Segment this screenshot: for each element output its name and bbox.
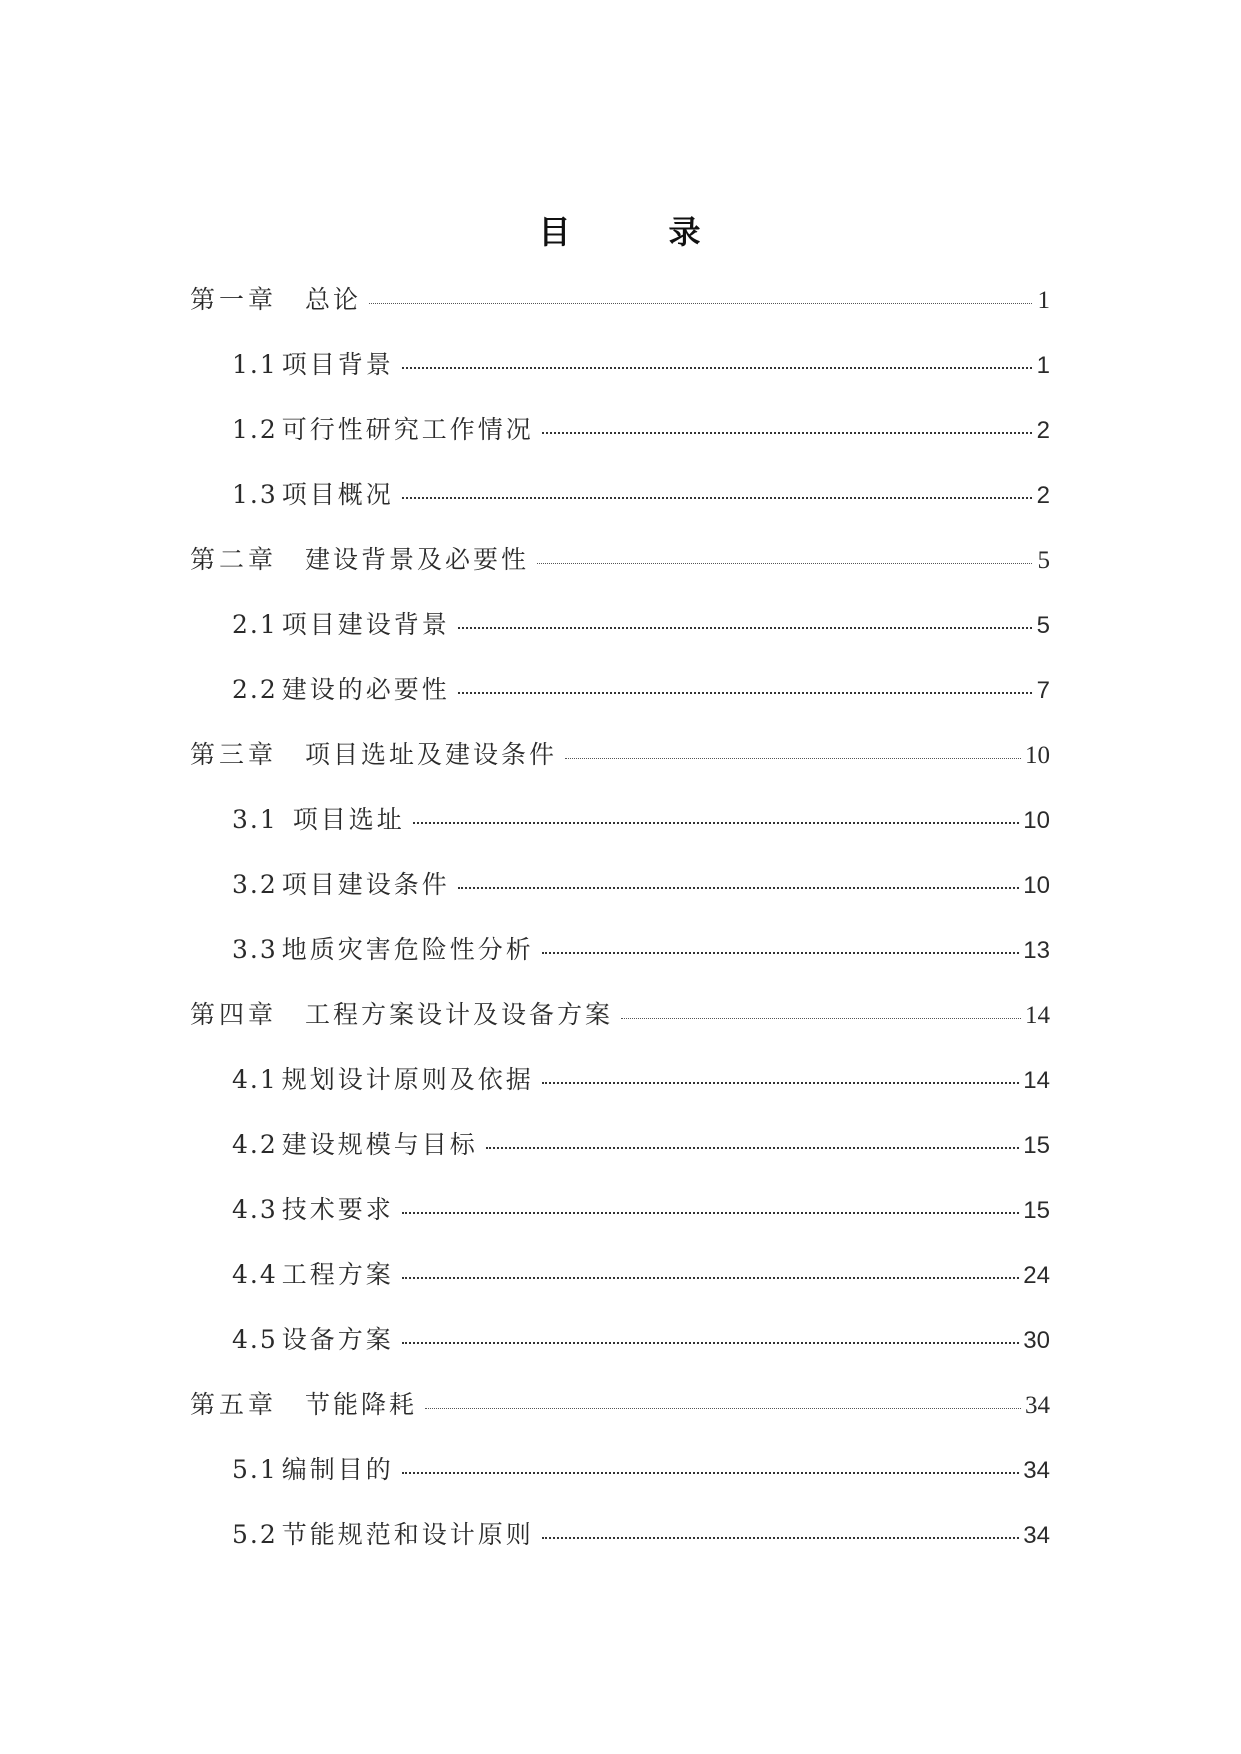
- toc-entry-text: 规划设计原则及依据: [281, 1065, 534, 1094]
- toc-entry-number: 4.2: [232, 1130, 278, 1159]
- toc-leader-dots: [402, 1212, 1020, 1214]
- toc-entry-text: 地质灾害危险性分析: [281, 935, 534, 964]
- toc-entry-text: 项目建设背景: [281, 610, 450, 639]
- toc-entry-number: 第五章: [190, 1390, 278, 1419]
- toc-entry-number: 1.2: [232, 415, 278, 444]
- toc-leader-dots: [458, 627, 1032, 629]
- toc-entry-4-4[interactable]: [190, 1255, 1050, 1320]
- toc-leader-dots: [458, 887, 1020, 889]
- toc-entry-number: 4.5: [232, 1325, 278, 1354]
- toc-entry-4-1[interactable]: [190, 1060, 1050, 1125]
- toc-entry-number: 第二章: [190, 545, 278, 574]
- toc-entry-chapter-5[interactable]: [190, 1385, 1050, 1450]
- toc-entry-page: 15: [1023, 1132, 1050, 1159]
- toc-entry-5-2[interactable]: [190, 1515, 1050, 1580]
- toc-leader-dots: [402, 497, 1032, 499]
- toc-entry-text: 工程方案设计及设备方案: [305, 1000, 614, 1029]
- toc-leader-dots: [402, 1472, 1020, 1474]
- toc-entry-text: 节能规范和设计原则: [281, 1520, 534, 1549]
- toc-entry-page: 34: [1023, 1522, 1050, 1549]
- toc-list: [190, 280, 1050, 1580]
- toc-entry-number: 2.1: [232, 610, 278, 639]
- toc-entry-number: 4.1: [232, 1065, 278, 1094]
- toc-title: [0, 207, 1241, 253]
- toc-entry-page: 7: [1036, 677, 1050, 704]
- toc-entry-number: 1.3: [232, 480, 278, 509]
- toc-entry-text: 编制目的: [281, 1455, 394, 1484]
- toc-leader-dots: [565, 758, 1021, 759]
- toc-entry-page: 34: [1023, 1457, 1050, 1484]
- toc-entry-chapter-2[interactable]: [190, 540, 1050, 605]
- toc-entry-3-2[interactable]: [190, 865, 1050, 930]
- toc-entry-page: 24: [1023, 1262, 1050, 1289]
- toc-entry-1-2[interactable]: [190, 410, 1050, 475]
- toc-entry-chapter-4[interactable]: [190, 995, 1050, 1060]
- toc-entry-number: 4.4: [232, 1260, 278, 1289]
- toc-entry-page: 1: [1036, 352, 1050, 379]
- toc-entry-2-2[interactable]: [190, 670, 1050, 735]
- toc-leader-dots: [537, 563, 1032, 564]
- toc-entry-page: 2: [1036, 417, 1050, 444]
- toc-entry-text: 项目建设条件: [281, 870, 450, 899]
- toc-entry-number: 2.2: [232, 675, 278, 704]
- toc-entry-text: 项目选址: [281, 805, 405, 834]
- toc-entry-page: 14: [1023, 1067, 1050, 1094]
- toc-title-char-1: 目: [538, 213, 573, 251]
- toc-entry-chapter-3[interactable]: [190, 735, 1050, 800]
- toc-entry-text: 工程方案: [281, 1260, 394, 1289]
- toc-entry-page: 34: [1025, 1392, 1050, 1419]
- toc-leader-dots: [369, 303, 1032, 304]
- toc-entry-number: 3.1: [232, 805, 278, 834]
- toc-entry-page: 13: [1023, 937, 1050, 964]
- toc-entry-text: 总论: [305, 285, 362, 314]
- toc-entry-text: 可行性研究工作情况: [281, 415, 534, 444]
- toc-entry-4-2[interactable]: [190, 1125, 1050, 1190]
- toc-leader-dots: [425, 1408, 1021, 1409]
- toc-entry-4-5[interactable]: [190, 1320, 1050, 1385]
- toc-entry-text: 项目选址及建设条件: [305, 740, 558, 769]
- toc-entry-1-3[interactable]: [190, 475, 1050, 540]
- toc-entry-number: 5.2: [232, 1520, 278, 1549]
- toc-entry-number: 5.1: [232, 1455, 278, 1484]
- toc-entry-number: 1.1: [232, 350, 278, 379]
- toc-entry-page: 14: [1025, 1002, 1050, 1029]
- toc-leader-dots: [542, 1082, 1020, 1084]
- toc-entry-number: 第一章: [190, 285, 278, 314]
- toc-entry-page: 10: [1023, 807, 1050, 834]
- toc-entry-page: 10: [1025, 742, 1050, 769]
- toc-entry-text: 技术要求: [281, 1195, 394, 1224]
- toc-entry-1-1[interactable]: [190, 345, 1050, 410]
- toc-leader-dots: [621, 1018, 1021, 1019]
- toc-entry-text: 建设的必要性: [281, 675, 450, 704]
- toc-entry-text: 项目背景: [281, 350, 394, 379]
- toc-entry-3-1[interactable]: [190, 800, 1050, 865]
- toc-entry-2-1[interactable]: [190, 605, 1050, 670]
- toc-leader-dots: [542, 432, 1032, 434]
- toc-leader-dots: [402, 1277, 1020, 1279]
- toc-leader-dots: [542, 952, 1020, 954]
- toc-entry-text: 建设背景及必要性: [305, 545, 530, 574]
- toc-entry-3-3[interactable]: [190, 930, 1050, 995]
- toc-leader-dots: [458, 692, 1032, 694]
- toc-leader-dots: [542, 1537, 1020, 1539]
- toc-entry-page: 2: [1036, 482, 1050, 509]
- toc-entry-page: 10: [1023, 872, 1050, 899]
- toc-entry-text: 设备方案: [281, 1325, 394, 1354]
- toc-leader-dots: [486, 1147, 1020, 1149]
- toc-entry-page: 15: [1023, 1197, 1050, 1224]
- toc-entry-chapter-1[interactable]: [190, 280, 1050, 345]
- toc-entry-number: 第四章: [190, 1000, 278, 1029]
- toc-entry-text: 节能降耗: [305, 1390, 418, 1419]
- toc-entry-text: 建设规模与目标: [281, 1130, 478, 1159]
- toc-title-char-2: 录: [668, 213, 703, 251]
- toc-entry-4-3[interactable]: [190, 1190, 1050, 1255]
- toc-entry-page: 5: [1036, 612, 1050, 639]
- toc-leader-dots: [402, 1342, 1020, 1344]
- toc-entry-number: 4.3: [232, 1195, 278, 1224]
- toc-entry-number: 3.2: [232, 870, 278, 899]
- toc-entry-number: 第三章: [190, 740, 278, 769]
- toc-entry-page: 5: [1037, 547, 1050, 574]
- toc-leader-dots: [402, 367, 1032, 369]
- toc-entry-page: 30: [1023, 1327, 1050, 1354]
- toc-entry-5-1[interactable]: [190, 1450, 1050, 1515]
- toc-leader-dots: [413, 822, 1020, 824]
- toc-entry-page: 1: [1037, 287, 1050, 314]
- toc-entry-number: 3.3: [232, 935, 278, 964]
- toc-entry-text: 项目概况: [281, 480, 394, 509]
